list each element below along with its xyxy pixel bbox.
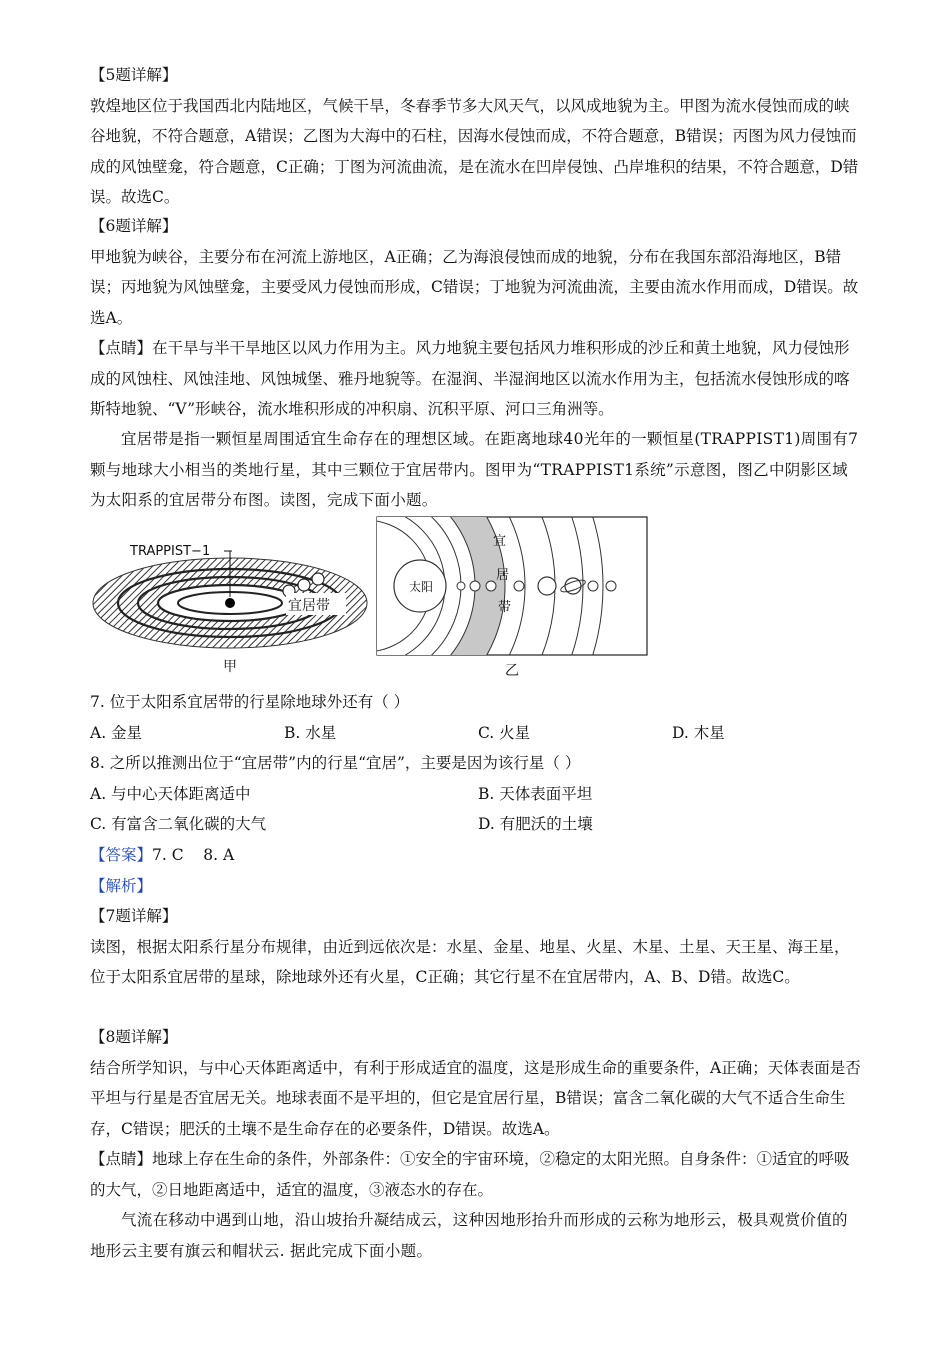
tip1-label: 【点睛】 <box>90 339 153 357</box>
yi-caption: 乙 <box>505 663 519 679</box>
tip2-section <box>90 1144 862 1205</box>
q5-title: 【5题详解】 <box>90 66 178 84</box>
jupiter <box>538 577 556 595</box>
q7-option-d[interactable]: D. 木星 <box>672 724 725 742</box>
q7-stem-block <box>90 687 862 718</box>
figure-yi <box>375 515 650 680</box>
tip1-paragraph <box>90 333 862 425</box>
q8-options-row1 <box>90 779 862 809</box>
mars <box>514 581 524 591</box>
venus <box>470 581 480 591</box>
passage1 <box>90 424 862 516</box>
yi-zone-label-3: 带 <box>498 600 512 615</box>
q5-section <box>90 60 862 213</box>
q8-stem-block <box>90 748 862 779</box>
trappist-star <box>225 598 235 608</box>
q7-options <box>90 718 862 748</box>
tip1-text: 在干旱与半干旱地区以风力作用为主。风力地貌主要包括风力堆积形成的沙丘和黄土地貌，风力侵蚀形成的风蚀柱、风蚀洼地、风蚀城堡、雅丹地貌等。在湿润、半湿润地区以流水作用为主，包括流水侵蚀形成的喀斯特地貌、“V”形峡谷，流水堆积形成的冲积扇、沉积平原、河口三角洲等。 <box>90 339 850 418</box>
q7-stem: 7. 位于太阳系宜居带的行星除地球外还有（ ） <box>90 693 410 711</box>
tip2-paragraph <box>90 1144 862 1205</box>
mercury <box>457 582 465 590</box>
q8-option-c[interactable]: C. 有富含二氧化碳的大气 <box>90 815 267 833</box>
tip2-label: 【点睛】 <box>90 1150 153 1168</box>
tip2-text: 地球上存在生命的条件，外部条件：①安全的宇宙环境，②稳定的太阳光照。自身条件：①适宜的呼吸的大气，②日地距离适中，适宜的温度，③液态水的存在。 <box>90 1150 850 1199</box>
tip1-section <box>90 333 862 425</box>
q8-detail-text: 结合所学知识，与中心天体距离适中，有利于形成适宜的温度，这是形成生命的重要条件，A正确；天体表面是否平坦与行星是否宜居无关。地球表面不是平坦的，但它是宜居行星，B错误；富含二氧化碳的大气不适合生命生存，C错误；肥沃的土壤不是生命存在的必要条件，D错误。故选A。 <box>90 1058 861 1138</box>
yi-zone-label-2: 居 <box>496 568 510 583</box>
passage2-text: 气流在移动中遇到山地，沿山坡抬升凝结成云，这种因地形抬升而形成的云称为地形云，极具观赏价值的地形云主要有旗云和帽状云. 据此完成下面小题。 <box>90 1211 848 1260</box>
jia-planet-3 <box>312 573 324 585</box>
jia-star-label: TRAPPIST−1 <box>130 544 211 559</box>
analysis-label: 【解析】 <box>90 876 153 895</box>
q7-detail-title: 【7题详解】 <box>90 907 178 925</box>
sun-label: 太阳 <box>409 580 434 594</box>
q8-option-b[interactable]: B. 天体表面平坦 <box>478 785 593 803</box>
answer-text: 7. C 8. A <box>152 846 235 864</box>
q8-options-row2 <box>90 809 862 839</box>
earth <box>486 581 496 591</box>
q7-option-a[interactable]: A. 金星 <box>90 724 143 742</box>
jia-zone-label: 宜居带 <box>288 598 330 614</box>
q5-text: 敦煌地区位于我国西北内陆地区，气候干旱，冬春季节多大风天气，以风成地貌为主。甲图为流水侵蚀而成的峡谷地貌，不符合题意，A错误；乙图为大海中的石柱，因海水侵蚀而成，不符合题意，B错误；丙图为风力侵蚀而成的风蚀壁龛，符合题意，C正确；丁图为河流曲流，是在流水在凹岸侵蚀、凸岸堆积的结果，不符合题意，D错误。故选C。 <box>90 96 859 206</box>
q7-option-c[interactable]: C. 火星 <box>478 724 531 742</box>
answer-line <box>90 840 862 871</box>
q7-detail-section <box>90 901 862 993</box>
neptune <box>606 581 616 591</box>
q8-detail-section <box>90 1022 862 1144</box>
q6-title: 【6题详解】 <box>90 217 178 235</box>
passage1-text: 宜居带是指一颗恒星周围适宜生命存在的理想区域。在距离地球40光年的一颗恒星(TRAPPIST1)周围有7颗与地球大小相当的类地行星，其中三颗位于宜居带内。图甲为“TRAPPIST1系统”示意图，图乙中阴影区域为太阳系的宜居带分布图。读图，完成下面小题。 <box>90 430 859 509</box>
answer-block <box>90 840 862 901</box>
jia-caption: 甲 <box>223 659 237 675</box>
q7-detail-text: 读图，根据太阳系行星分布规律，由近到远依次是：水星、金星、地星、火星、木星、土星、天王星、海王星，位于太阳系宜居带的星球，除地球外还有火星，C正确；其它行星不在宜居带内，A、B、D错。故选C。 <box>90 937 850 986</box>
q6-text: 甲地貌为峡谷，主要分布在河流上游地区，A正确；乙为海浪侵蚀而成的地貌，分布在我国东部沿海地区，B错误；丙地貌为风蚀壁龛，主要受风力侵蚀而形成，C错误；丁地貌为河流曲流，主要由流水作用而成，D错误。故选A。 <box>90 247 859 327</box>
yi-zone-label-1: 宜 <box>493 534 507 549</box>
jia-planet-2 <box>298 579 310 591</box>
passage2 <box>90 1205 862 1266</box>
q8-detail-title: 【8题详解】 <box>90 1028 178 1046</box>
q7-option-b[interactable]: B. 水星 <box>284 724 337 742</box>
q8-option-a[interactable]: A. 与中心天体距离适中 <box>90 785 251 803</box>
q6-section <box>90 211 862 333</box>
q8-option-d[interactable]: D. 有肥沃的土壤 <box>478 815 593 833</box>
figure-jia <box>90 515 375 677</box>
answer-label: 【答案】 <box>90 846 153 864</box>
q8-stem: 8. 之所以推测出位于“宜居带”内的行星“宜居”，主要是因为该行星（ ） <box>90 754 581 772</box>
uranus <box>588 581 598 591</box>
